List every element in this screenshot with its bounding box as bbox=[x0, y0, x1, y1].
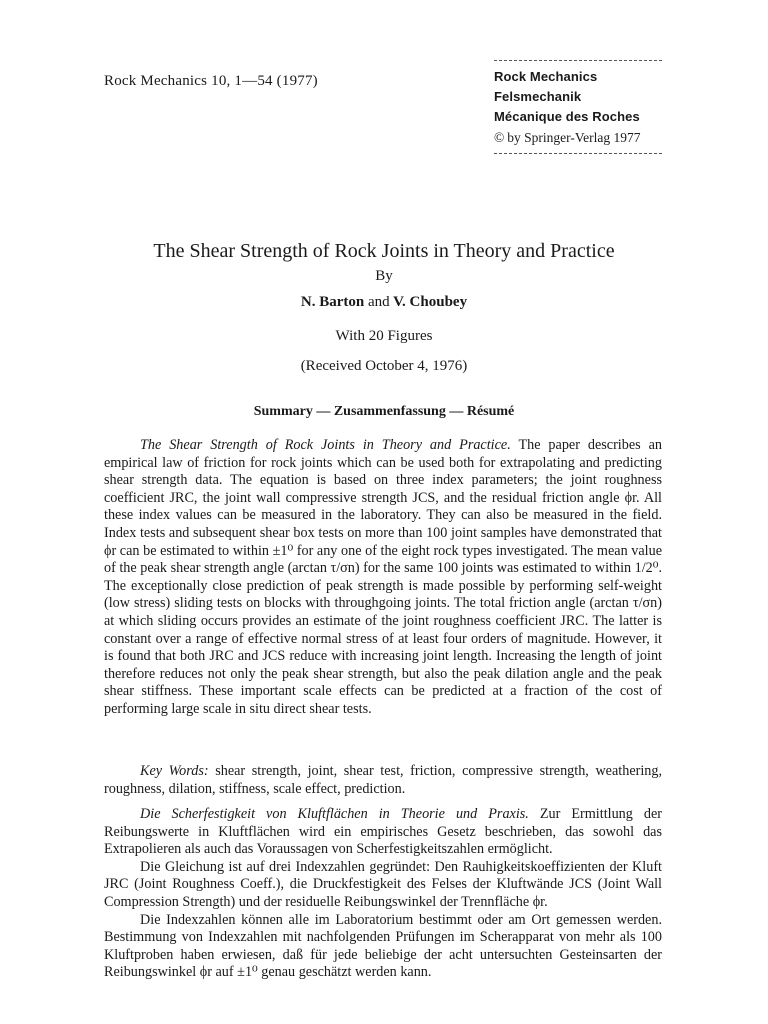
journal-citation: Rock Mechanics 10, 1—54 (1977) bbox=[104, 73, 318, 89]
masthead-top-rule bbox=[494, 60, 662, 61]
keywords-text: shear strength, joint, shear test, friction, compressive strength, weathering, roughness, dilation, stiffness, scale effect, prediction. bbox=[104, 763, 663, 797]
copyright-notice bbox=[494, 127, 662, 149]
english-summary-text: The paper describes an empirical law of friction for rock joints which can be used both for extrapolating and predicting shear strength data. The equation is based on three index parameters; the joint roughness coefficient JRC, the joint wall compressive strength JCS, and the residual friction angle ϕr. All these index values can be measured in the laboratory. They can also be measured in the field. Index tests and subsequent shear box tests on more than 100 joint samples have demonstrated that ϕr can be estimated to within ±1⁰ for any one of the eight rock types investigated. The mean value of the peak shear strength angle (arctan τ/σn) for the same 100 joints was estimated to within 1/2⁰. The exceptionally close prediction of peak strength is made possible by performing self-weight (low stress) sliding tests on blocks with throughgoing joints. The total friction angle (arctan τ/σn) at which sliding occurs provides an estimate of the joint roughness coefficient JRC. The latter is constant over a range of effective normal stress of at least four orders of magnitude. However, it is found that both JRC and JCS reduce with increasing joint length. Increasing the length of joint therefore reduces not only the peak shear strength, but also the peak dilation angle and the peak shear stiffness. These important scale effects can be predicted at a fraction of the cost of performing large scale in situ direct shear tests. bbox=[104, 437, 663, 717]
german-paragraph-3: Die Indexzahlen können alle im Laboratorium bestimmt oder am Ort gemessen werden. Bestimmung von Indexzahlen mit nachfolgenden Prüfungen im Scherapparat von mehr als 100 Kluftproben haben erwiesen, daß für jede beliebige der acht untersuchten Gesteinsarten der Reibungswinkel ϕr auf ±1⁰ genau geschätzt werden kann. bbox=[104, 911, 662, 981]
german-summary-title: Die Scherfestigkeit von Kluftflächen in Theorie und Praxis. bbox=[140, 806, 529, 822]
masthead-bottom-rule bbox=[494, 153, 662, 154]
journal-name-english: Rock Mechanics bbox=[494, 69, 598, 84]
author-barton: N. Barton bbox=[300, 294, 365, 310]
paper-title: The Shear Strength of Rock Joints in Theory and Practice bbox=[153, 240, 615, 262]
english-summary-title: The Shear Strength of Rock Joints in Theory and Practice. bbox=[140, 437, 511, 453]
journal-name-german: Felsmechanik bbox=[494, 89, 582, 104]
figures-note: With 20 Figures bbox=[335, 328, 433, 344]
summary-heading: Summary — Zusammenfassung — Résumé bbox=[253, 404, 515, 419]
copyright-icon: © bbox=[494, 130, 505, 145]
copyright-text: by Springer-Verlag 1977 bbox=[507, 130, 641, 145]
keywords-section bbox=[104, 763, 662, 798]
author-choubey: V. Choubey bbox=[393, 294, 468, 310]
authors-line bbox=[0, 294, 768, 311]
german-text-1: Zur Ermittlung der Reibungswerte in Kluftflächen wird ein empirisches Gesetz beschrieben, das sowohl das Extrapolieren als auch das Voraussagen von Scherfestigkeitszahlen ermöglicht. bbox=[104, 806, 662, 858]
by-line: By bbox=[375, 268, 393, 284]
keywords-label: Key Words: bbox=[140, 763, 209, 779]
german-summary bbox=[104, 806, 662, 982]
received-date: (Received October 4, 1976) bbox=[300, 358, 468, 374]
german-paragraph-1 bbox=[104, 806, 662, 859]
english-summary bbox=[104, 437, 662, 719]
german-paragraph-2: Die Gleichung ist auf drei Indexzahlen gegründet: Den Rauhigkeitskoeffizienten der Kluft JRC (Joint Roughness Coeff.), die Druckfestigkeit des Felses der Kluftwände JCS (Joint Wall Compression Strength) und der residuelle Reibungswinkel der Trennfläche ϕr. bbox=[104, 858, 662, 910]
journal-name-french: Mécanique des Roches bbox=[494, 109, 640, 124]
keywords-paragraph bbox=[104, 763, 662, 798]
english-summary-paragraph bbox=[104, 437, 662, 719]
journal-masthead bbox=[494, 60, 662, 154]
authors-and: and bbox=[368, 294, 390, 310]
